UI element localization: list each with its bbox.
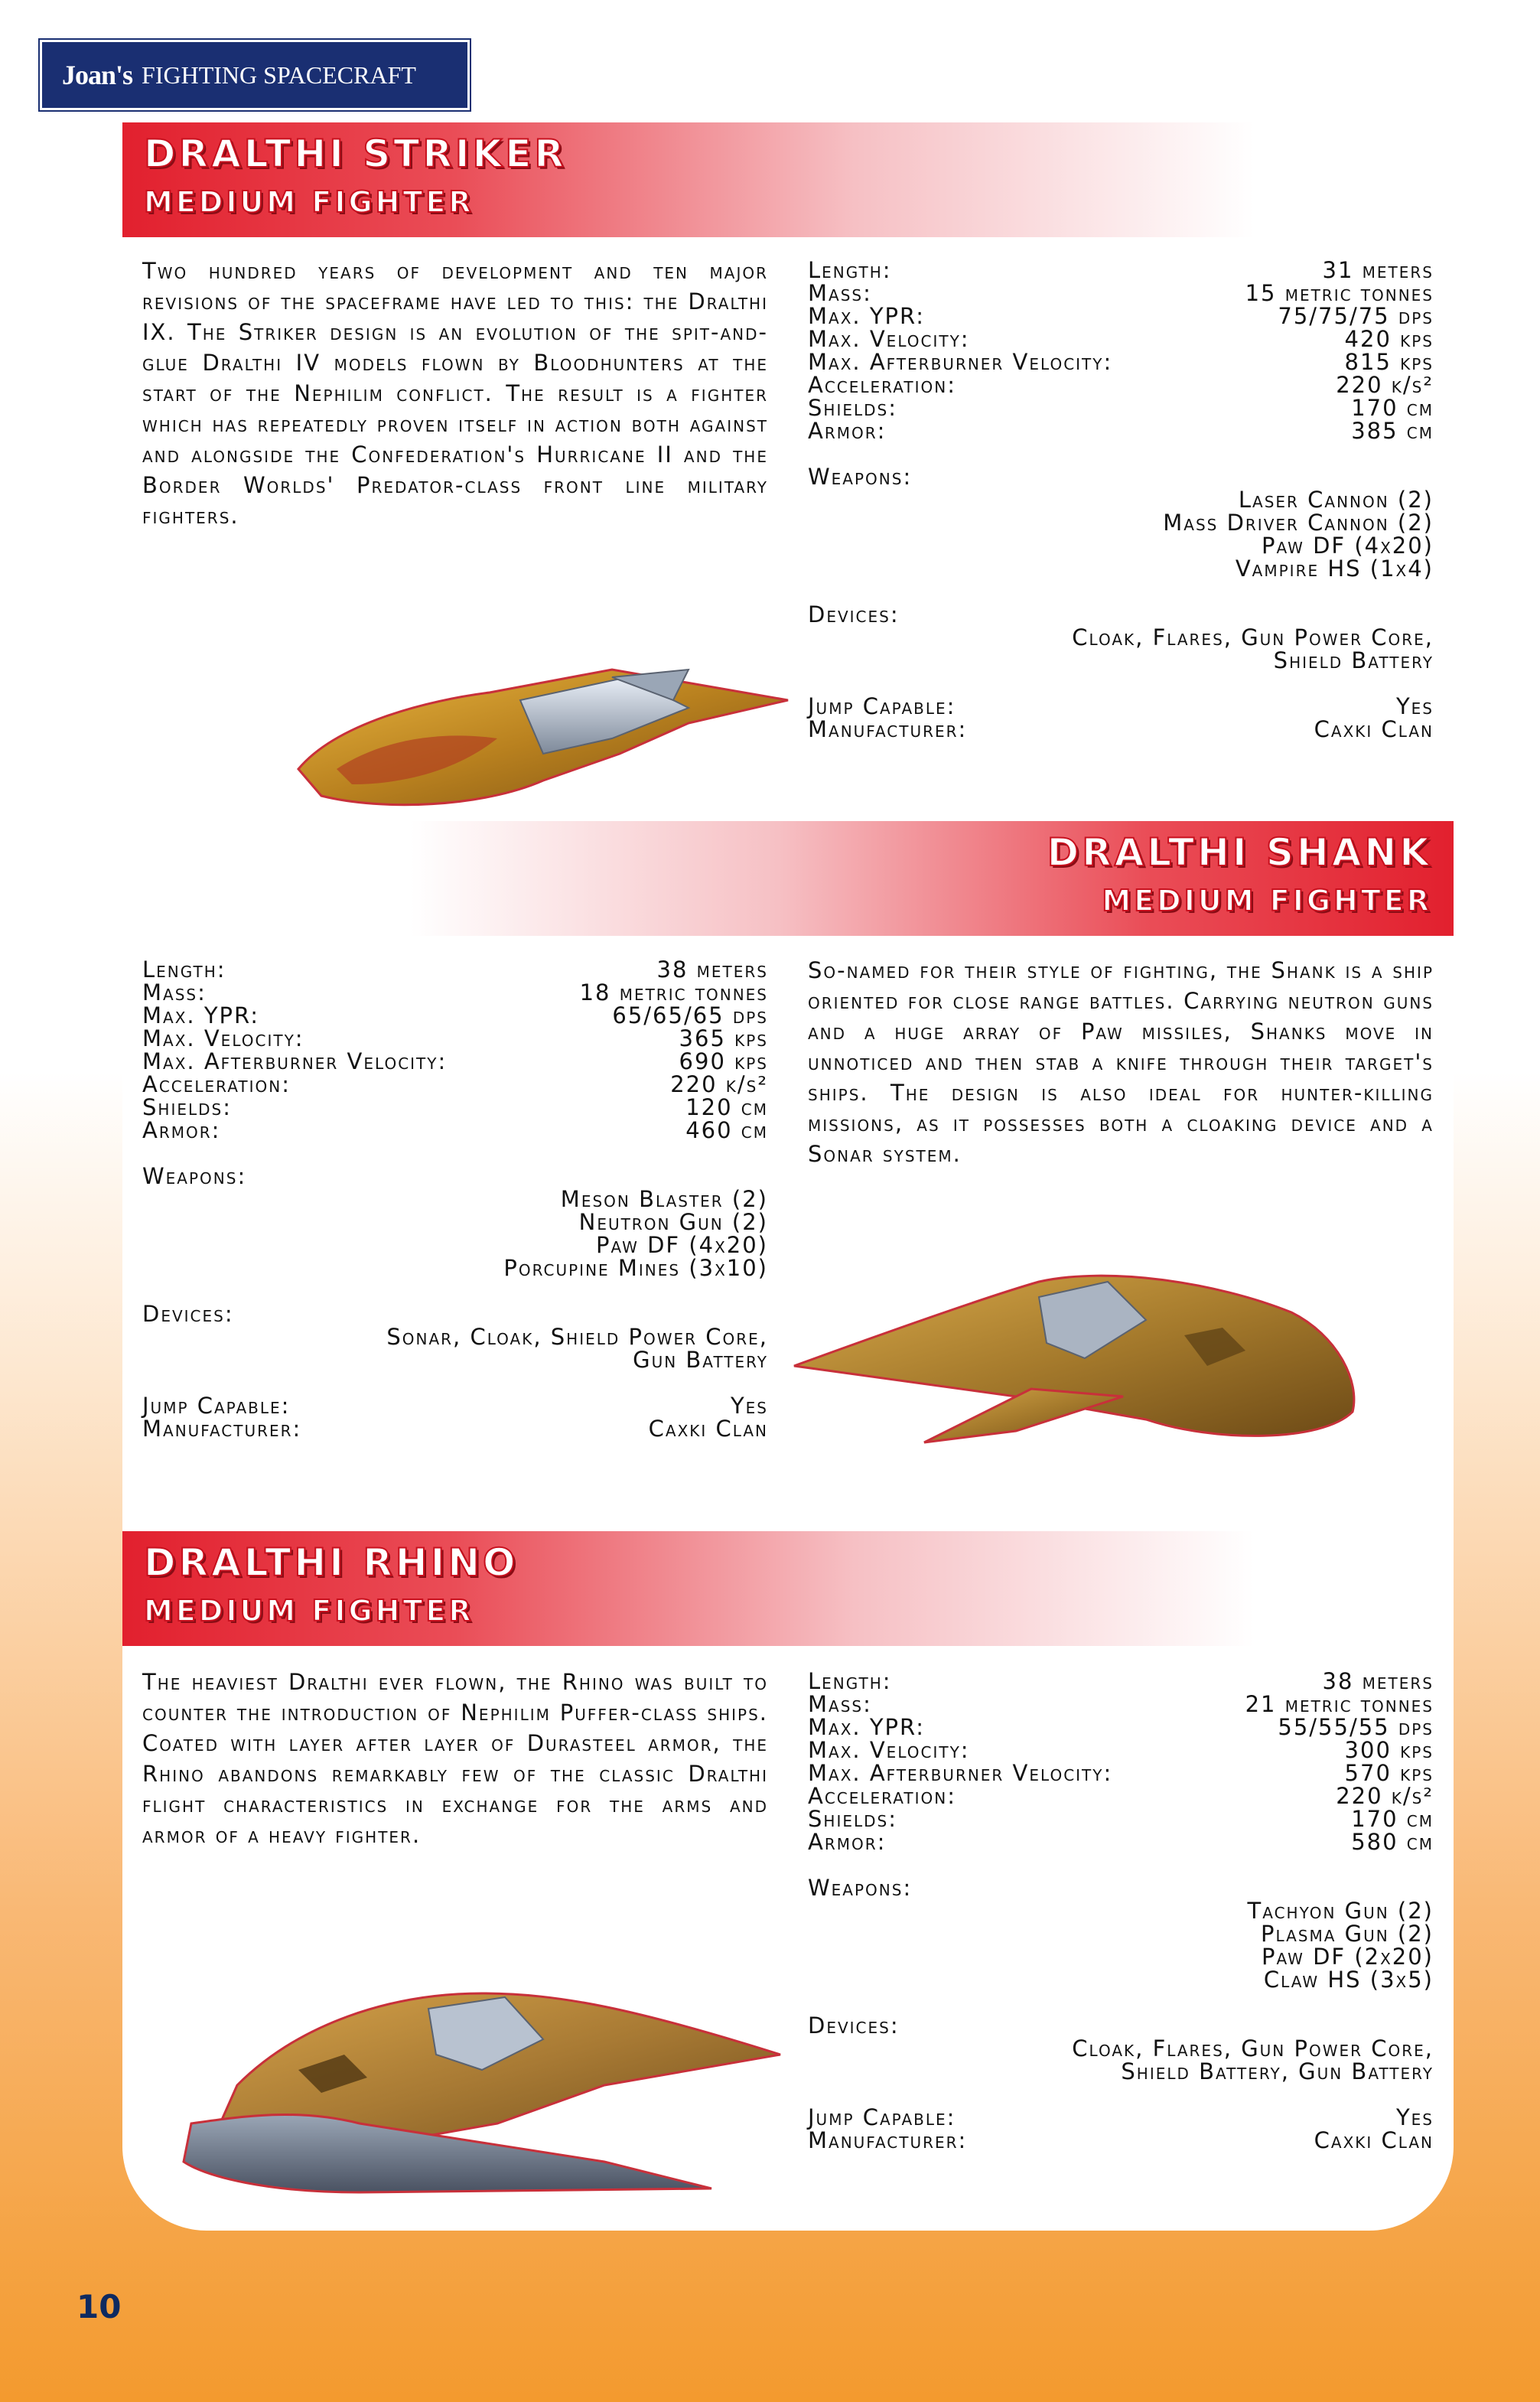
device-item: Cloak, Flares, Gun Power Core,: [1072, 624, 1434, 650]
weapons-label: Weapons:: [808, 464, 913, 490]
manufacturer-row: Manufacturer: Caxki Clan: [142, 1416, 768, 1442]
spec-row: Max. Afterburner Velocity: 690 kps: [142, 1048, 768, 1074]
spec-row: Max. Velocity: 420 kps: [808, 326, 1434, 352]
shank-description: So-named for their style of fighting, the Shank is a ship oriented for close range battles. Carrying neutron guns and a huge array of Paw missiles, Shanks move in unnoticed and then stab a knife through their target's ships. The design is also ideal for hunter-killing missions, as it possesses both a cloaking device and a Sonar system.: [808, 957, 1434, 1167]
manufacturer-row: Manufacturer: Caxki Clan: [808, 2127, 1434, 2153]
spec-row: Acceleration: 220 k/s²: [808, 1783, 1434, 1809]
weapon-item: Tachyon Gun (2): [1247, 1898, 1434, 1924]
rhino-specs: [808, 1670, 1434, 2152]
spec-row: Max. YPR: 65/65/65 dps: [142, 1002, 768, 1028]
weapon-item: Plasma Gun (2): [1261, 1921, 1434, 1947]
devices-list: [808, 2037, 1434, 2083]
weapon-item: Mass Driver Cannon (2): [1163, 510, 1434, 536]
shank-ship-image: [786, 1266, 1368, 1446]
device-item: Shield Battery: [1273, 647, 1434, 673]
spec-row: Armor: 460 cm: [142, 1117, 768, 1143]
ship-class: MEDIUM FIGHTER: [1102, 884, 1432, 917]
weapon-item: Paw DF (2x20): [1262, 1944, 1434, 1970]
spec-row: Max. Afterburner Velocity: 570 kps: [808, 1760, 1434, 1786]
device-item: Gun Battery: [633, 1347, 768, 1373]
jump-row: Jump Capable: Yes: [808, 2104, 1434, 2130]
spec-row: Armor: 580 cm: [808, 1829, 1434, 1855]
device-item: Sonar, Cloak, Shield Power Core,: [386, 1324, 768, 1350]
weapons-label: Weapons:: [142, 1163, 247, 1189]
page-number: 10: [77, 2288, 122, 2325]
spec-row: Max. Velocity: 300 kps: [808, 1737, 1434, 1763]
weapon-item: Meson Blaster (2): [560, 1186, 768, 1212]
rhino-description: The heaviest Dralthi ever flown, the Rhino was built to counter the introduction of Nephilim Puffer-class ships. Coated with layer after layer of Durasteel armor, the Rhino abandons remarkably few of the classic Dralthi flight characteristics in exchange for the arms and armor of a heavy fighter.: [142, 1669, 768, 1848]
weapon-item: Porcupine Mines (3x10): [503, 1255, 768, 1281]
publication-title: FIGHTING SPACECRAFT: [142, 60, 416, 89]
shank-specs: [142, 958, 768, 1440]
publication-header: [40, 40, 470, 110]
spec-row: Max. YPR: 75/75/75 dps: [808, 303, 1434, 329]
striker-specs: [808, 259, 1434, 741]
weapons-list: [808, 1899, 1434, 1991]
weapon-item: Claw HS (3x5): [1263, 1967, 1434, 1993]
striker-ship-image: [291, 654, 796, 815]
devices-label: Devices:: [808, 601, 900, 627]
ship-class: MEDIUM FIGHTER: [144, 1594, 474, 1628]
weapon-item: Paw DF (4x20): [596, 1232, 768, 1258]
striker-description: Two hundred years of development and ten major revisions of the spaceframe have led to this: the Dralthi IX. The Striker design is an evolution of the spit-and-glue Dralthi IV models flown by Bloodhunters at the start of the Nephilim conflict. The result is a fighter which has repeatedly proven itself in action both against and alongside the Confederation's Hurricane II and the Border Worlds' Predator-class front line military fighters.: [142, 258, 768, 529]
spec-row: Max. Velocity: 365 kps: [142, 1025, 768, 1051]
jump-row: Jump Capable: Yes: [142, 1393, 768, 1419]
spec-row: Armor: 385 cm: [808, 418, 1434, 444]
rhino-ship-image: [176, 1970, 788, 2200]
device-item: Shield Battery, Gun Battery: [1121, 2058, 1434, 2084]
spec-row: Shields: 170 cm: [808, 1806, 1434, 1832]
spec-row: Length: 38 meters: [142, 957, 768, 983]
devices-list: [142, 1325, 768, 1371]
ship-name: DRALTHI SHANK: [1047, 830, 1432, 875]
manufacturer-row: Manufacturer: Caxki Clan: [808, 716, 1434, 742]
weapon-item: Paw DF (4x20): [1262, 533, 1434, 559]
spec-row: Shields: 170 cm: [808, 395, 1434, 421]
spec-row: Shields: 120 cm: [142, 1094, 768, 1120]
devices-list: [808, 626, 1434, 672]
weapons-label: Weapons:: [808, 1875, 913, 1901]
weapon-item: Neutron Gun (2): [578, 1209, 768, 1235]
shank-banner: [226, 821, 1454, 936]
weapons-list: [808, 488, 1434, 580]
spec-row: Length: 31 meters: [808, 257, 1434, 283]
spec-row: Mass: 15 metric tonnes: [808, 280, 1434, 306]
weapons-list: [142, 1188, 768, 1279]
jump-row: Jump Capable: Yes: [808, 693, 1434, 719]
devices-label: Devices:: [808, 2013, 900, 2039]
striker-banner: [122, 122, 1454, 237]
weapon-item: Laser Cannon (2): [1238, 487, 1434, 513]
spec-row: Max. Afterburner Velocity: 815 kps: [808, 349, 1434, 375]
ship-name: DRALTHI RHINO: [144, 1540, 519, 1585]
ship-name: DRALTHI STRIKER: [144, 132, 567, 176]
weapon-item: Vampire HS (1x4): [1235, 556, 1434, 582]
devices-label: Devices:: [142, 1301, 234, 1327]
ship-class: MEDIUM FIGHTER: [144, 185, 474, 219]
rhino-banner: [122, 1531, 1454, 1646]
spec-row: Max. YPR: 55/55/55 dps: [808, 1714, 1434, 1740]
spec-row: Length: 38 meters: [808, 1668, 1434, 1694]
spec-row: Mass: 18 metric tonnes: [142, 979, 768, 1005]
spec-row: Acceleration: 220 k/s²: [808, 372, 1434, 398]
device-item: Cloak, Flares, Gun Power Core,: [1072, 2035, 1434, 2061]
publication-brand: Joan's: [62, 60, 133, 90]
spec-row: Acceleration: 220 k/s²: [142, 1071, 768, 1097]
spec-row: Mass: 21 metric tonnes: [808, 1691, 1434, 1717]
